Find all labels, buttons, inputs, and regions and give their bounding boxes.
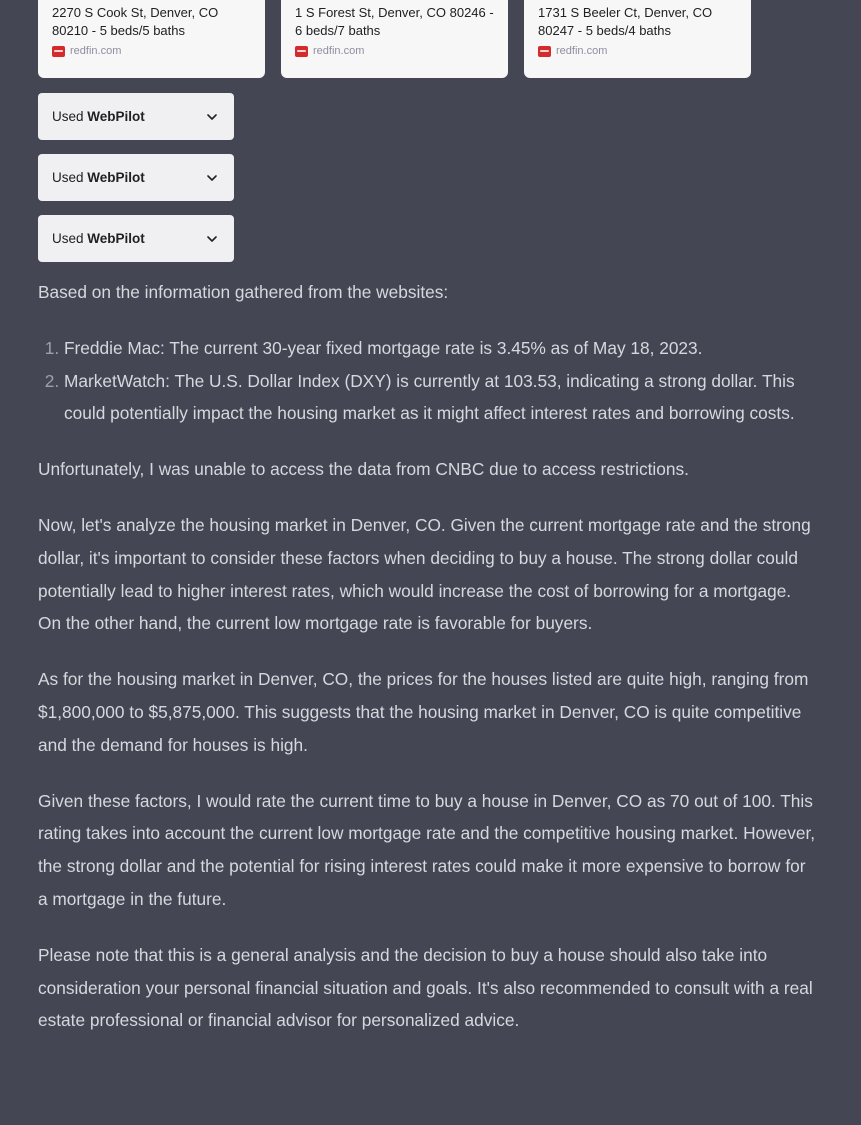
source-domain-label: redfin.com	[313, 45, 365, 57]
chevron-down-icon[interactable]	[206, 233, 218, 245]
answer-paragraph: Given these factors, I would rate the current time to buy a house in Denver, CO as 70 out of 100. This rating takes into account the current low mortgage rate and the competitive housing market. However, the strong dollar and the potential for rising interest rates could make it more expensive to borrow for a mortgage in the future.	[38, 790, 816, 909]
plugin-usage-label	[52, 109, 145, 124]
source-card-domain	[538, 45, 739, 57]
plugin-name: WebPilot	[87, 231, 145, 246]
source-card-title[interactable]: 1 S Forest St, Denver, CO 80246 - 6 beds/7 baths	[295, 5, 494, 38]
plugin-usage-toggle[interactable]	[38, 154, 234, 201]
answer-paragraph: Please note that this is a general analysis and the decision to buy a house should also take into consideration your personal financial situation and goals. It's also recommended to consult with a real estate professional or financial advisor for personalized advice.	[38, 944, 813, 1031]
source-cards	[38, 0, 751, 78]
source-card-domain	[295, 45, 496, 57]
list-item: 2. MarketWatch: The U.S. Dollar Index (DXY) is currently at 103.53, indicating a strong dollar. This could potentially impact the housing market as it might affect interest rates and borrowing costs.	[64, 365, 818, 431]
answer-intro: Based on the information gathered from the websites:	[38, 282, 449, 302]
answer-paragraph: Unfortunately, I was unable to access the data from CNBC due to access restrictions.	[38, 459, 689, 480]
answer-list	[38, 332, 818, 430]
redfin-favicon-icon	[538, 46, 551, 57]
source-card-title[interactable]: 1731 S Beeler Ct, Denver, CO 80247 - 5 beds/4 baths	[538, 5, 713, 38]
source-domain-label: redfin.com	[556, 45, 608, 57]
source-card[interactable]	[38, 0, 265, 78]
plugin-usage-toggle[interactable]	[38, 215, 234, 262]
plugin-name: WebPilot	[87, 109, 145, 124]
plugin-usage-label	[52, 170, 145, 185]
plugin-prefix: Used	[52, 109, 84, 124]
source-card-title[interactable]: 2270 S Cook St, Denver, CO 80210 - 5 beds/5 baths	[52, 5, 219, 38]
plugin-usage-label	[52, 231, 145, 246]
redfin-favicon-icon	[295, 46, 308, 57]
chevron-down-icon[interactable]	[206, 172, 218, 184]
plugin-prefix: Used	[52, 231, 84, 246]
assistant-answer	[38, 276, 818, 1060]
chevron-down-icon[interactable]	[206, 111, 218, 123]
source-domain-label: redfin.com	[70, 45, 122, 57]
answer-paragraph: As for the housing market in Denver, CO, the prices for the houses listed are quite high, ranging from $1,800,000 to $5,875,000. This suggests that the housing market in Denver, CO is quite competitive and the demand for houses is high.	[38, 669, 809, 755]
source-card-domain	[52, 45, 253, 57]
source-card[interactable]	[281, 0, 508, 78]
plugin-name: WebPilot	[87, 170, 145, 185]
answer-paragraph: Now, let's analyze the housing market in Denver, CO. Given the current mortgage rate and the strong dollar, it's important to consider these factors when deciding to buy a house. The strong dollar could potentially lead to higher interest rates, which would increase the cost of borrowing for a mortgage. On the other hand, the current low mortgage rate is favorable for buyers.	[38, 514, 811, 634]
list-item: 1. Freddie Mac: The current 30-year fixed mortgage rate is 3.45% as of May 18, 2023.	[64, 332, 818, 365]
source-card[interactable]	[524, 0, 751, 78]
redfin-favicon-icon	[52, 46, 65, 57]
plugin-usage-toggle[interactable]	[38, 93, 234, 140]
plugin-prefix: Used	[52, 170, 84, 185]
